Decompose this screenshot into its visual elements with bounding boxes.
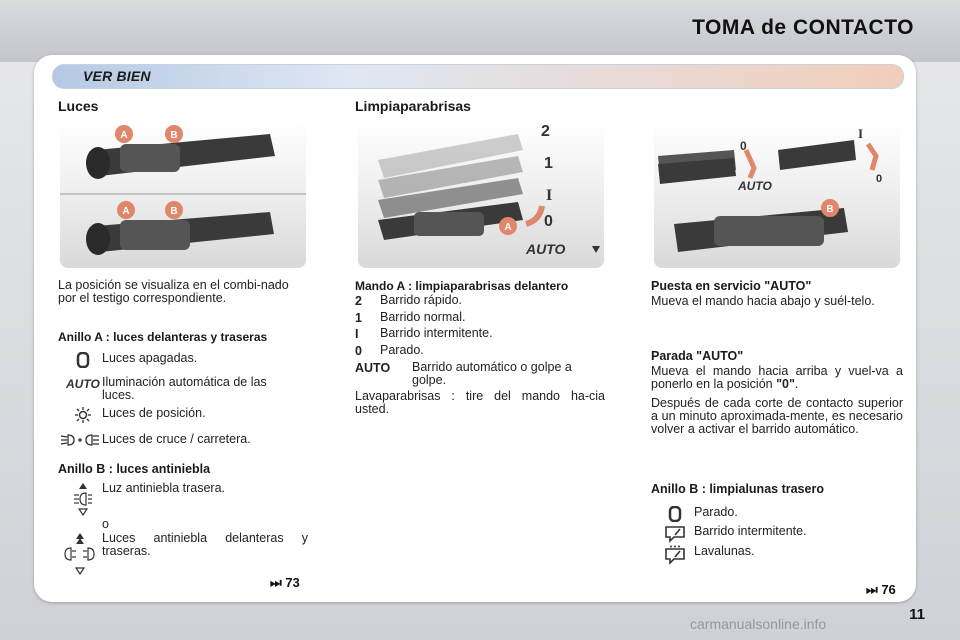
page-reference-number: 76 xyxy=(881,582,896,597)
control-a-label: A xyxy=(504,222,512,233)
list-item-label: Iluminación automática de las luces. xyxy=(102,375,267,402)
page-reference-number: 73 xyxy=(285,575,300,590)
auto-wiper-photo xyxy=(654,120,900,268)
list-item-label: o xyxy=(102,517,109,531)
auto-reset-text: Después de cada corte de contacto superior a un minuto aproximada-mente, es necesario volver a activar el barrido automático. xyxy=(651,396,903,436)
list-item-label: Barrido rápido. xyxy=(380,293,462,307)
list-item-label: Barrido intermitente. xyxy=(694,524,807,538)
list-item xyxy=(64,518,314,531)
auto-start-title: Puesta en servicio "AUTO" xyxy=(651,279,812,293)
list-item-label: Luces apagadas. xyxy=(102,351,198,365)
auto-icon xyxy=(64,376,102,390)
control-a-title: Mando A : limpiaparabrisas delantero xyxy=(355,279,569,293)
list-item xyxy=(355,311,605,325)
photo-zero-label-a: 0 xyxy=(740,139,747,153)
ring-b-label-lower: B xyxy=(170,206,178,217)
list-item xyxy=(58,532,314,576)
list-item-key: 0 xyxy=(355,344,362,358)
position-0-label: 0 xyxy=(544,213,553,230)
list-item-label: Lavalunas. xyxy=(694,544,755,558)
list-item xyxy=(656,545,902,567)
list-item-label: Parado. xyxy=(694,505,738,519)
auto-stop-title: Parada "AUTO" xyxy=(651,349,744,363)
lights-heading: Luces xyxy=(58,98,99,114)
list-item-label: Luces antiniebla delanteras y traseras. xyxy=(102,531,308,558)
list-item xyxy=(355,327,605,341)
ring-a-label-lower: A xyxy=(122,206,130,217)
rear-wiper-icon xyxy=(656,525,694,543)
wipers-heading: Limpiaparabrisas xyxy=(355,98,471,114)
list-item xyxy=(355,294,605,308)
zero-position-icon xyxy=(656,506,694,522)
lights-caption: La posición se visualiza en el combi-nado por el testigo correspondiente. xyxy=(58,278,289,305)
list-item-key: AUTO xyxy=(355,361,391,375)
headlights-icon xyxy=(58,433,102,447)
ring-a-label-upper: A xyxy=(120,130,128,141)
svg-text:AUTO: AUTO xyxy=(66,377,100,390)
rear-fog-icon xyxy=(64,482,102,516)
list-item-key: 2 xyxy=(355,294,362,308)
list-item xyxy=(64,482,314,516)
ring-b-label: B xyxy=(826,204,834,215)
page-title: TOMA de CONTACTO xyxy=(692,16,914,39)
watermark: carmanualsonline.info xyxy=(690,616,827,632)
photo-intermittent-label: I xyxy=(858,126,864,141)
washer-note: Lavaparabrisas : tire del mando ha-cia usted. xyxy=(355,389,605,416)
list-item xyxy=(64,407,314,423)
ring-b-title: Anillo B : luces antiniebla xyxy=(58,462,211,476)
list-item xyxy=(58,433,314,447)
section-bar xyxy=(52,64,904,89)
page-reference[interactable]: ⏭ 76 xyxy=(866,582,896,597)
front-wiper-stalk-photo xyxy=(358,120,604,268)
position-auto-label: AUTO xyxy=(526,241,566,257)
lights-stalk-photo xyxy=(60,120,306,268)
photo-auto-label: AUTO xyxy=(738,179,772,193)
front-rear-fog-icon xyxy=(58,532,102,576)
list-item-label: Luces de cruce / carretera. xyxy=(102,432,251,446)
position-1-label: 1 xyxy=(544,155,553,172)
list-item xyxy=(355,361,605,387)
list-item xyxy=(64,376,314,402)
arrow-down-icon xyxy=(592,246,600,253)
list-item-label: Barrido automático o golpe a golpe. xyxy=(412,360,572,387)
rear-wiper-title: Anillo B : limpialunas trasero xyxy=(651,482,824,496)
rear-washer-icon xyxy=(656,545,694,567)
list-item-key: 1 xyxy=(355,311,362,325)
parking-lights-icon xyxy=(64,407,102,423)
page-reference[interactable]: ⏭ 73 xyxy=(270,575,300,590)
list-item xyxy=(656,506,902,522)
list-item-label: Barrido intermitente. xyxy=(380,326,493,340)
list-item-key: I xyxy=(355,327,359,341)
list-item-label: Luz antiniebla trasera. xyxy=(102,481,225,495)
list-item xyxy=(656,525,902,543)
zero-position-icon xyxy=(64,352,102,368)
photo-zero-label-b: 0 xyxy=(876,173,883,185)
page-number: 11 xyxy=(909,606,925,623)
list-item xyxy=(64,352,314,368)
auto-stop-text: Mueva el mando hacia arriba y vuel-va a ponerlo en la posición "0". xyxy=(651,364,903,391)
section-title: VER BIEN xyxy=(83,68,151,84)
auto-start-text: Mueva el mando hacia abajo y suél-telo. xyxy=(651,294,875,308)
position-2-label: 2 xyxy=(541,123,550,140)
list-item-label: Parado. xyxy=(380,343,424,357)
ring-b-label-upper: B xyxy=(170,130,178,141)
ring-a-title: Anillo A : luces delanteras y traseras xyxy=(58,330,268,344)
position-intermittent-label: I xyxy=(546,187,553,204)
list-item-label: Barrido normal. xyxy=(380,310,466,324)
list-item-label: Luces de posición. xyxy=(102,406,206,420)
list-item xyxy=(355,344,605,358)
